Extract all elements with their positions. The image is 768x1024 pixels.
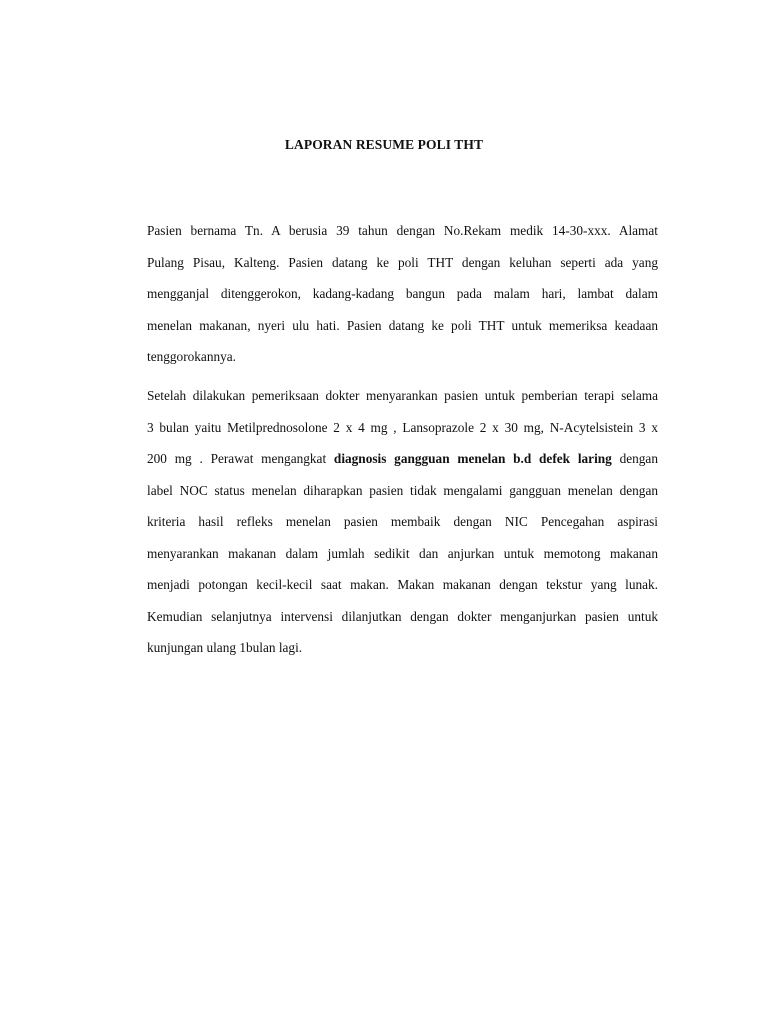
paragraph-line: Kemudian selanjutnya intervensi dilanjutkan dengan dokter menganjurkan pasien untuk — [147, 608, 658, 624]
paragraph-line: kunjungan ulang 1bulan lagi. — [147, 640, 303, 655]
paragraph-line: label NOC status menelan diharapkan pasien tidak mengalami gangguan menelan dengan — [147, 482, 658, 498]
paragraph-line-with-diagnosis — [147, 451, 658, 483]
text-segment: 200 mg . Perawat mengangkat — [147, 451, 334, 466]
paragraph-line: tenggorokannya. — [147, 349, 236, 364]
paragraph-line: menjadi potongan kecil-kecil saat makan. Makan makanan dengan tekstur yang lunak. — [147, 577, 658, 592]
paragraph-treatment — [147, 388, 658, 672]
paragraph-line: Pasien bernama Tn. A berusia 39 tahun dengan No.Rekam medik 14-30-xxx. Alamat — [147, 223, 658, 238]
paragraph-line: kriteria hasil refleks menelan pasien membaik dengan NIC Pencegahan aspirasi — [147, 514, 658, 529]
diagnosis-bold-text: diagnosis gangguan menelan b.d defek laring — [333, 451, 612, 466]
text-segment: dengan — [611, 451, 658, 466]
paragraph-patient-info — [147, 223, 658, 381]
paragraph-line: Setelah dilakukan pemeriksaan dokter menyarankan pasien untuk pemberian terapi selama — [147, 388, 658, 403]
paragraph-line: menelan makanan, nyeri ulu hati. Pasien datang ke poli THT untuk memeriksa keadaan — [147, 317, 658, 333]
paragraph-line: mengganjal ditenggerokon, kadang-kadang bangun pada malam hari, lambat dalam — [147, 286, 658, 301]
paragraph-line: Pulang Pisau, Kalteng. Pasien datang ke poli THT dengan keluhan seperti ada yang — [147, 254, 658, 270]
paragraph-line: 3 bulan yaitu Metilprednosolone 2 x 4 mg , Lansoprazole 2 x 30 mg, N-Acytelsistein 3 x — [147, 419, 658, 435]
document-title: LAPORAN RESUME POLI THT — [284, 137, 484, 152]
paragraph-line: menyarankan makanan dalam jumlah sedikit dan anjurkan untuk memotong makanan — [147, 545, 658, 561]
